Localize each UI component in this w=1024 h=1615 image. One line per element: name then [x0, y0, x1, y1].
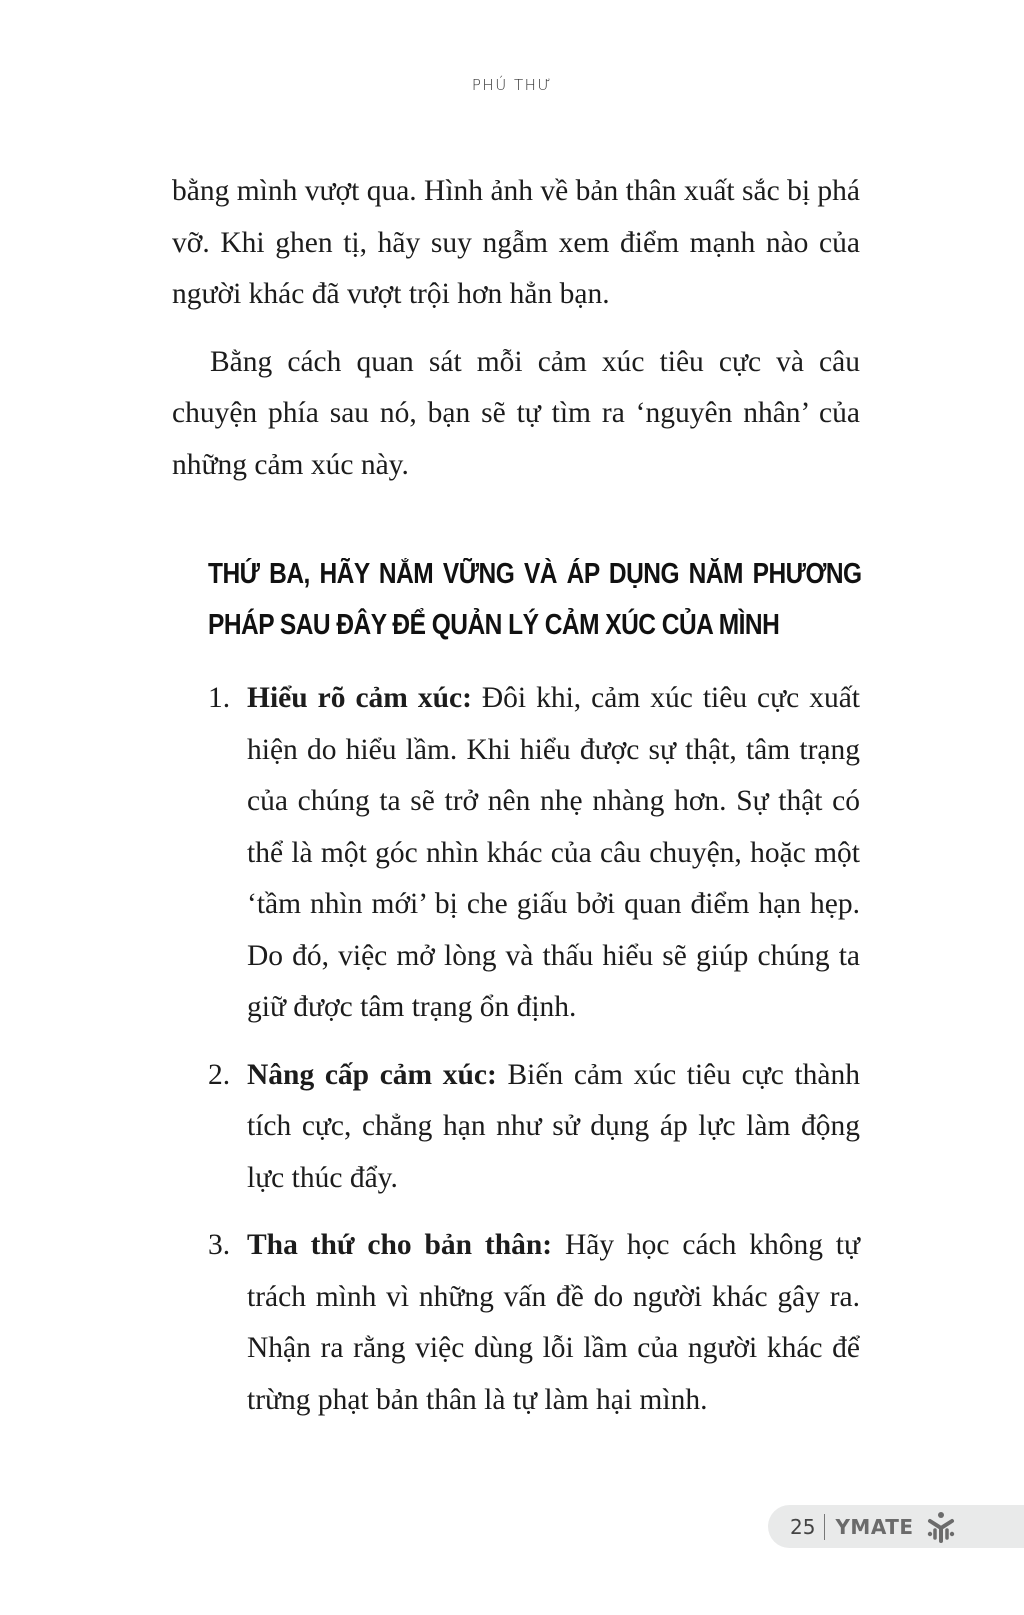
ymate-logo-icon — [926, 1511, 956, 1543]
method-term: Hiểu rõ cảm xúc: — [247, 682, 472, 714]
method-term: Tha thứ cho bản thân: — [247, 1229, 553, 1261]
footer-divider — [824, 1514, 825, 1540]
paragraph-continuation: bằng mình vượt qua. Hình ảnh về bản thân xuất sắc bị phá vỡ. Khi ghen tị, hãy suy ngẫm xem điểm mạnh nào của người khác đã vượt trội hơn hẳn bạn. — [172, 175, 860, 310]
running-head: PHÚ THƯ — [471, 76, 553, 94]
method-text: Hãy học cách không tự trách mình vì những vấn đề do người khác gây ra. Nhận ra rằng việc dùng lỗi lầm của người khác để trừng phạt bản thân là tự làm hại mình. — [247, 1229, 860, 1416]
method-text: Biến cảm xúc tiêu cực thành tích cực, chẳng hạn như sử dụng áp lực làm động lực thúc đẩy. — [247, 1058, 860, 1194]
list-item — [208, 673, 860, 1034]
page-number: 25 — [790, 1514, 816, 1539]
method-term: Nâng cấp cảm xúc: — [247, 1058, 497, 1091]
page-body — [172, 166, 860, 1442]
list-number: 1. — [208, 682, 231, 714]
section-heading: THỨ BA, HÃY NẮM VỮNG VÀ ÁP DỤNG NĂM PHƯƠNG PHÁP SAU ĐÂY ĐỂ QUẢN LÝ CẢM XÚC CỦA MÌNH — [208, 558, 862, 641]
paragraph: Bằng cách quan sát mỗi cảm xúc tiêu cực và câu chuyện phía sau nó, bạn sẽ tự tìm ra ‘nguyên nhân’ của những cảm xúc này. — [172, 345, 860, 481]
brand-name: YMATE — [835, 1514, 914, 1539]
list-number: 2. — [208, 1058, 231, 1091]
method-text: Đôi khi, cảm xúc tiêu cực xuất hiện do hiểu lầm. Khi hiểu được sự thật, tâm trạng của chúng ta sẽ trở nên nhẹ nhàng hơn. Sự thật có thể là một góc nhìn khác của câu chuyện, hoặc một ‘tầm nhìn mới’ bị che giấu bởi quan điểm hạn hẹp. Do đó, việc mở lòng và thấu hiểu sẽ giúp chúng ta giữ được tâm trạng ổn định. — [247, 682, 860, 1023]
list-item — [208, 1050, 860, 1205]
list-item — [208, 1220, 860, 1426]
list-number: 3. — [208, 1229, 231, 1261]
page-footer — [768, 1505, 1024, 1548]
method-list — [208, 673, 860, 1426]
